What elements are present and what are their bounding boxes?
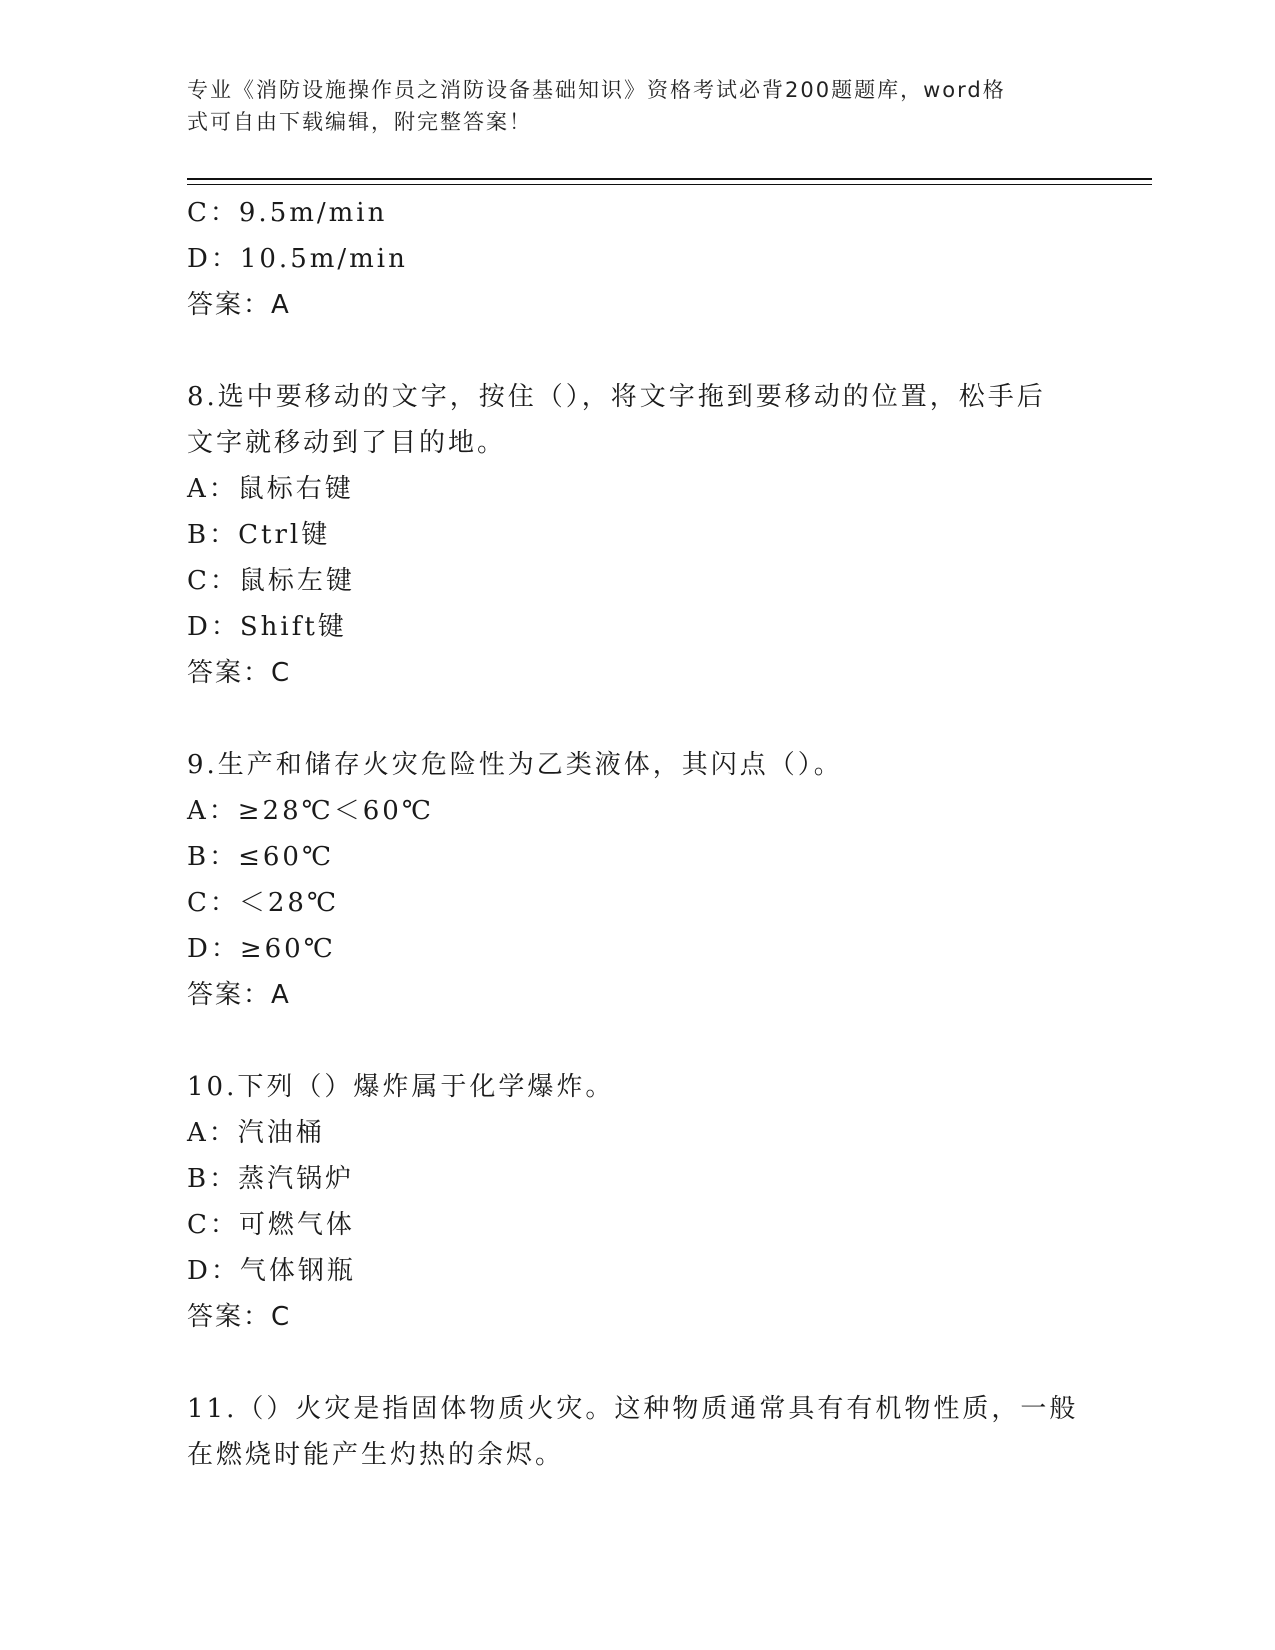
option-c: C：鼠标左键 — [187, 566, 355, 596]
option-d: D：Shift键 — [187, 612, 347, 642]
answer-label: 答案：C — [187, 1302, 292, 1332]
question-stem-continued: 文字就移动到了目的地。 — [187, 428, 507, 458]
option-b: B：Ctrl键 — [187, 520, 331, 550]
question-9 — [187, 742, 1147, 1018]
option-d: D：气体钢瓶 — [187, 1256, 356, 1286]
question-11 — [187, 1386, 1147, 1478]
question-stem: 11.（）火灾是指固体物质火灾。这种物质通常具有有机物性质，一般 — [187, 1394, 1079, 1424]
option-a: A：≥28℃＜60℃ — [187, 796, 434, 826]
spacer — [187, 328, 1147, 374]
option-a: A：汽油桶 — [187, 1118, 325, 1148]
header-divider-thin — [187, 184, 1152, 185]
answer-label: 答案：C — [187, 658, 292, 688]
question-8 — [187, 374, 1147, 696]
question-stem: 9.生产和储存火灾危险性为乙类液体，其闪点（）。 — [187, 750, 843, 780]
spacer — [187, 1018, 1147, 1064]
header-divider-thick — [187, 178, 1152, 180]
option-b: B：≤60℃ — [187, 842, 335, 872]
option-c: C：9.5m/min — [187, 198, 388, 228]
question-stem: 10.下列（）爆炸属于化学爆炸。 — [187, 1072, 615, 1102]
spacer — [187, 1340, 1147, 1386]
spacer — [187, 696, 1147, 742]
document-header — [187, 74, 1087, 138]
option-c: C：＜28℃ — [187, 888, 340, 918]
header-line-2: 式可自由下载编辑，附完整答案！ — [187, 110, 532, 134]
header-line-1: 专业《消防设施操作员之消防设备基础知识》资格考试必背200题题库，word格 — [187, 78, 1006, 102]
answer-label: 答案：A — [187, 290, 291, 320]
answer-label: 答案：A — [187, 980, 291, 1010]
option-d: D：≥60℃ — [187, 934, 336, 964]
question-stem: 8.选中要移动的文字，按住（），将文字拖到要移动的位置，松手后 — [187, 382, 1046, 412]
question-10 — [187, 1064, 1147, 1340]
option-c: C：可燃气体 — [187, 1210, 355, 1240]
option-a: A：鼠标右键 — [187, 474, 354, 504]
option-d: D：10.5m/min — [187, 244, 408, 274]
question-7-tail — [187, 190, 1147, 328]
question-stem-continued: 在燃烧时能产生灼热的余烬。 — [187, 1440, 565, 1470]
option-b: B：蒸汽锅炉 — [187, 1164, 355, 1194]
question-list — [187, 190, 1147, 1478]
